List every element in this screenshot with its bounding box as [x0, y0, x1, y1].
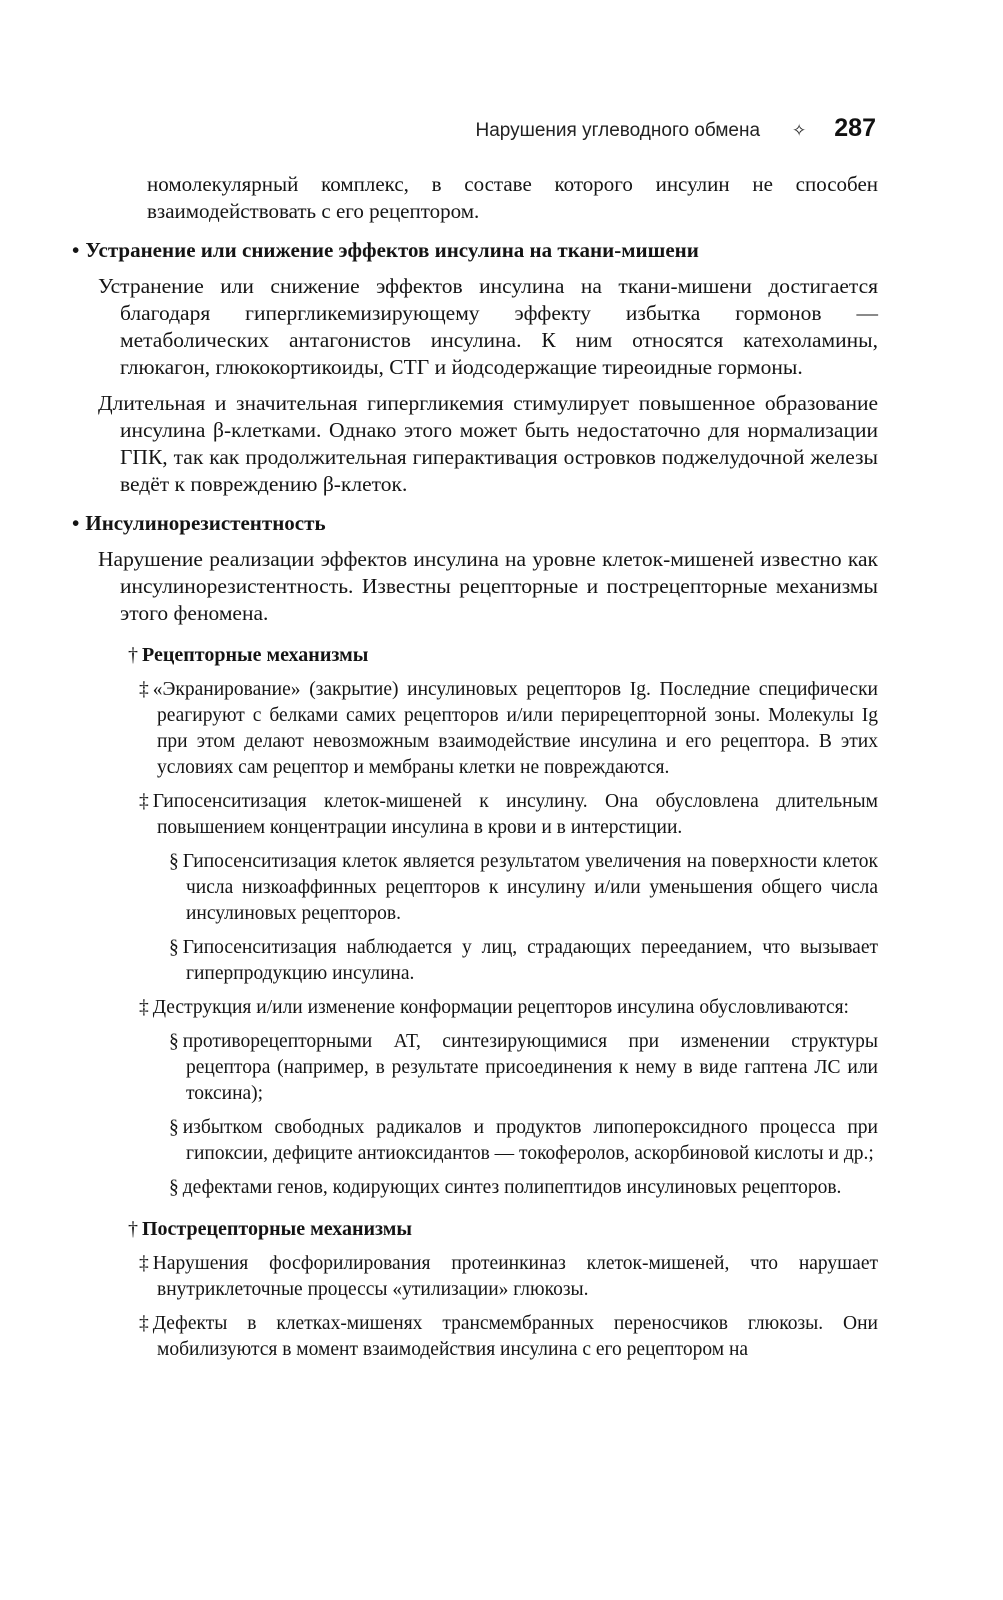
sub-list-item	[72, 849, 878, 927]
list-item	[72, 1251, 878, 1303]
section-sign-icon: §	[169, 1177, 179, 1198]
section-heading-insulin-effects	[72, 236, 878, 264]
list-item-text: «Экранирование» (закрытие) инсулиновых рецепторов Ig. Последние специфически реагируют с белками самих рецепторов и/или перирецепторной зоны. Молекулы Ig при этом делают невозможным взаимодействие инсулина и его рецептора. В этих условиях сам рецептор и мембраны клетки не повреждаются.	[152, 679, 878, 778]
sub-list-item-text: избытком свободных радикалов и продуктов липопероксидного процесса при гипоксии, дефиците антиоксидантов — токоферолов, аскорбиновой кислоты и др.;	[182, 1117, 878, 1164]
section-heading-text: Устранение или снижение эффектов инсулина на ткани-мишени	[85, 238, 699, 262]
list-item	[72, 995, 878, 1021]
sub-list-item	[72, 1175, 878, 1201]
page-number: 287	[834, 114, 876, 142]
sub-list-item-text: Гипосенситизация наблюдается у лиц, страдающих перееданием, что вызывает гиперпродукцию инсулина.	[182, 937, 878, 984]
subheading-text: Рецепторные механизмы	[142, 644, 369, 666]
section-heading-insulin-resistance	[72, 509, 878, 537]
dagger-icon: †	[128, 1218, 138, 1240]
running-header	[0, 114, 876, 143]
sub-list-item-text: Гипосенситизация клеток является результатом увеличения на поверхности клеток числа низкоаффинных рецепторов к инсулину и/или уменьшения общего числа инсулиновых рецепторов.	[182, 851, 878, 924]
list-item	[72, 789, 878, 841]
bullet-icon: •	[72, 238, 80, 262]
subheading-postreceptor-mechanisms	[72, 1215, 878, 1243]
list-item-text: Нарушения фосфорилирования протеинкиназ клеток-мишеней, что нарушает внутриклеточные процессы «утилизации» глюкозы.	[152, 1253, 878, 1300]
double-dagger-icon: ‡	[139, 1253, 149, 1274]
sub-list-item-text: противорецепторными АТ, синтезирующимися при изменении структуры рецептора (например, в результате присоединения к нему в виде гаптена ЛС или токсина);	[182, 1031, 878, 1104]
paragraph: Устранение или снижение эффектов инсулина на ткани-мишени достигается благодаря гипергликемизирующему эффекту избытка гормонов — метаболических антагонистов инсулина. К ним относятся катехоламины, глюкагон, глюкокортикоиды, СТГ и йодсодержащие тиреоидные гормоны.	[98, 274, 878, 379]
section-heading-text: Инсулинорезистентность	[85, 511, 326, 535]
subheading-text: Пострецепторные механизмы	[142, 1218, 412, 1240]
diamond-separator-icon: ✧	[792, 121, 807, 141]
section-sign-icon: §	[169, 937, 179, 958]
sub-list-item	[72, 935, 878, 987]
double-dagger-icon: ‡	[139, 997, 149, 1018]
list-item-text: Деструкция и/или изменение конформации рецепторов инсулина обусловливаются:	[152, 997, 849, 1018]
section-sign-icon: §	[169, 1117, 179, 1138]
running-title: Нарушения углеводного обмена	[475, 120, 761, 141]
list-item	[72, 1311, 878, 1363]
list-item-text: Дефекты в клетках-мишенях трансмембранных переносчиков глюкозы. Они мобилизуются в момент взаимодействия инсулина с его рецептором на	[152, 1313, 878, 1360]
section-sign-icon: §	[169, 851, 179, 872]
sub-list-item	[72, 1029, 878, 1107]
double-dagger-icon: ‡	[139, 679, 149, 700]
continuation-text: номолекулярный комплекс, в составе которого инсулин не способен взаимодействовать с его рецептором.	[147, 172, 878, 223]
list-item-text: Гипосенситизация клеток-мишеней к инсулину. Она обусловлена длительным повышением концентрации инсулина в крови и в интерстиции.	[152, 791, 878, 838]
bullet-icon: •	[72, 511, 80, 535]
double-dagger-icon: ‡	[139, 791, 149, 812]
list-item	[72, 677, 878, 781]
double-dagger-icon: ‡	[139, 1313, 149, 1334]
dagger-icon: †	[128, 644, 138, 666]
sub-list-item	[72, 1115, 878, 1167]
subheading-receptor-mechanisms	[72, 641, 878, 669]
paragraph: Длительная и значительная гипергликемия стимулирует повышенное образование инсулина β-клетками. Однако этого может быть недостаточно для нормализации ГПК, так как продолжительная гиперактивация островков поджелудочной железы ведёт к повреждению β-клеток.	[98, 391, 878, 496]
paragraph: Нарушение реализации эффектов инсулина на уровне клеток-мишеней известно как инсулинорезистентность. Известны рецепторные и пострецепторные механизмы этого феномена.	[98, 547, 878, 625]
sub-list-item-text: дефектами генов, кодирующих синтез полипептидов инсулиновых рецепторов.	[182, 1177, 842, 1198]
section-sign-icon: §	[169, 1031, 179, 1052]
page-body	[72, 171, 878, 1363]
